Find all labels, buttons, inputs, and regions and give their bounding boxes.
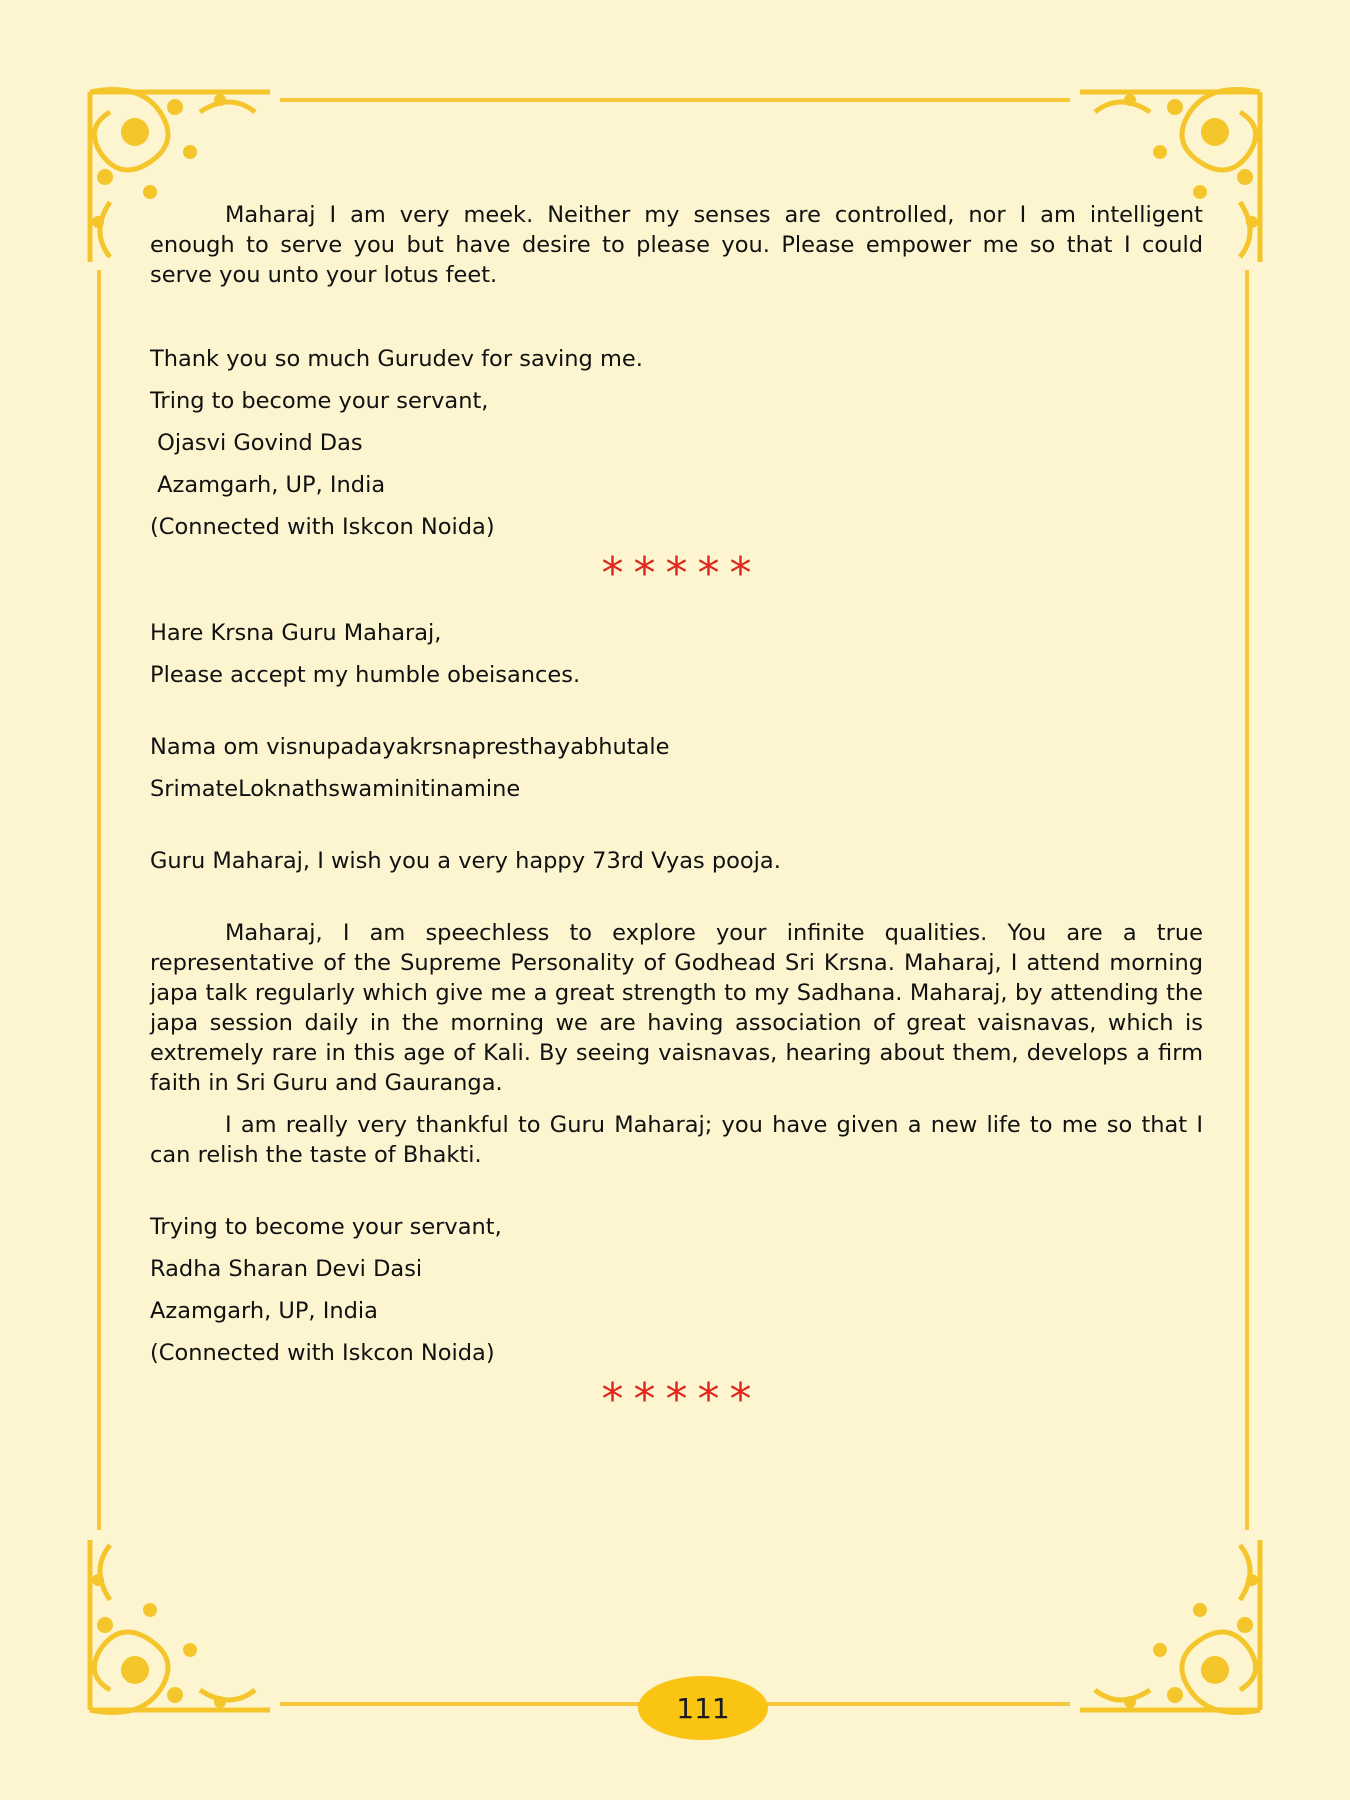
border-left xyxy=(97,270,101,1530)
letter1-closing-paragraph: Maharaj I am very meek. Neither my senses are controlled, nor I am intelligent enough to serve you but have desire to please you. Please empower me so that I could serve you unto your lotus feet. xyxy=(150,202,1203,288)
letter1-thanks: Thank you so much Gurudev for saving me. xyxy=(150,346,643,372)
letter2-connection: (Connected with Iskcon Noida) xyxy=(150,1340,495,1366)
mantra-line-1: Nama om visnupadayakrsnapresthayabhutale xyxy=(150,734,670,760)
letter1-signoff: Tring to become your servant, xyxy=(150,388,489,414)
letter1-author-place: Azamgarh, UP, India xyxy=(150,472,386,498)
letter2-paragraph-1: Maharaj, I am speechless to explore your infinite qualities. You are a true representative of the Supreme Personality of Godhead Sri Krsna. Maharaj, I attend morning japa talk regularly which give me a great strength to my Sadhana. Maharaj, by attending the japa session daily in the morning we are having association of great vaisnavas, which is extremely rare in this age of Kali. By seeing vaisnavas, hearing about them, develops a firm faith in Sri Guru and Gauranga. xyxy=(150,920,1203,1096)
letter2-paragraph-2: I am really very thankful to Guru Maharaj; you have given a new life to me so that I can relish the taste of Bhakti. xyxy=(150,1112,1203,1168)
mantra-line-2: SrimateLoknathswaminitinamine xyxy=(150,776,521,802)
separator-stars-bottom: ***** xyxy=(601,1374,762,1425)
border-right xyxy=(1245,270,1249,1530)
border-bottom-left xyxy=(280,1702,640,1706)
letter2-signoff: Trying to become your servant, xyxy=(150,1214,502,1240)
separator-stars: ***** xyxy=(601,548,762,599)
corner-ornament-bottom-left xyxy=(80,1520,280,1720)
letter2-author-name: Radha Sharan Devi Dasi xyxy=(150,1256,423,1282)
letter2-greeting: Hare Krsna Guru Maharaj, xyxy=(150,620,442,646)
letter1-connection: (Connected with Iskcon Noida) xyxy=(150,514,495,540)
border-top xyxy=(280,98,1070,102)
letter1-author-name: Ojasvi Govind Das xyxy=(150,430,363,456)
letter2-obeisances: Please accept my humble obeisances. xyxy=(150,662,581,688)
page-content xyxy=(150,200,1203,1444)
letter2-author-place: Azamgarh, UP, India xyxy=(150,1298,378,1324)
corner-ornament-bottom-right xyxy=(1070,1520,1270,1720)
page-number: 111 xyxy=(638,1676,768,1740)
letter2-wish: Guru Maharaj, I wish you a very happy 73rd Vyas pooja. xyxy=(150,848,781,874)
border-bottom-right xyxy=(766,1702,1070,1706)
